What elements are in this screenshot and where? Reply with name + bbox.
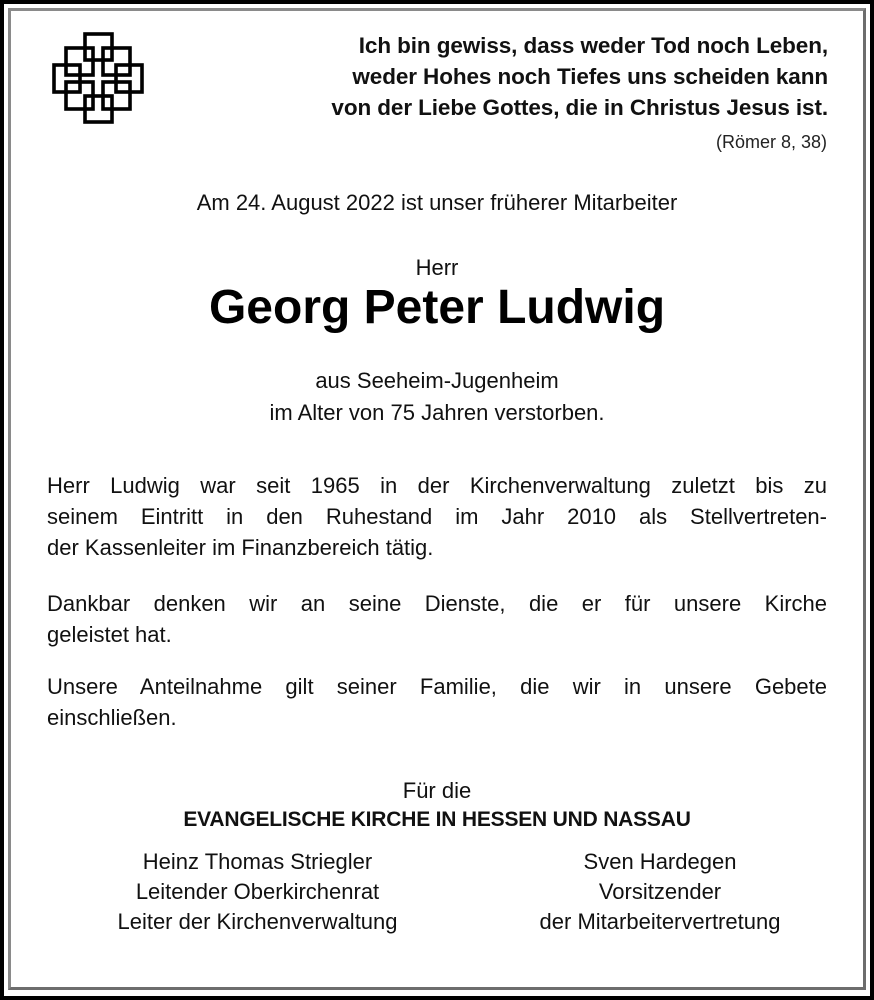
quote-line: weder Hohes noch Tiefes uns scheiden kann [352,64,828,89]
intro-text: Am 24. August 2022 ist unser früherer Mitarbeiter [196,190,678,215]
quote-line: von der Liebe Gottes, die in Christus Jesus ist. [331,95,828,120]
signer-title: Vorsitzender [598,879,722,904]
condolence-paragraph [47,671,827,733]
gratitude-paragraph [47,588,827,650]
signer-name: Sven Hardegen [583,849,737,874]
paragraph-line: Dankbar denken wir an seine Dienste, die er für unsere Kirche [47,591,827,616]
paragraph-line: seinem Eintritt in den Ruhestand im Jahr 2010 als Stellvertreten- [47,504,827,529]
origin-line: aus Seeheim-Jugenheim [315,368,559,393]
paragraph-line: Herr Ludwig war seit 1965 in der Kirchenverwaltung zuletzt bis zu [47,473,827,498]
quote-reference: (Römer 8, 38) [715,132,827,152]
paragraph-line: Unsere Anteilnahme gilt seiner Familie, die wir in unsere Gebete [47,674,827,699]
interlaced-squares-cross-icon [50,30,146,126]
signer-role: der Mitarbeitervertretung [539,909,781,934]
for-label: Für die [402,778,472,803]
quote-line: Ich bin gewiss, dass weder Tod noch Leben, [358,33,828,58]
paragraph-line: geleistet hat. [47,622,172,647]
salutation: Herr [415,255,459,280]
signer-left [70,847,445,937]
signer-right [470,847,850,937]
signer-name: Heinz Thomas Striegler [142,849,373,874]
age-line: im Alter von 75 Jahren verstorben. [269,400,605,425]
organization-name: EVANGELISCHE KIRCHE IN HESSEN UND NASSAU [183,808,691,831]
deceased-name: Georg Peter Ludwig [208,281,666,334]
signer-role: Leiter der Kirchenverwaltung [117,909,398,934]
origin-block [0,365,874,429]
paragraph-line: einschließen. [47,705,177,730]
career-paragraph [47,470,827,563]
signer-title: Leitender Oberkirchenrat [135,879,380,904]
bible-quote [208,30,828,123]
paragraph-line: der Kassenleiter im Finanzbereich tätig. [47,535,434,560]
